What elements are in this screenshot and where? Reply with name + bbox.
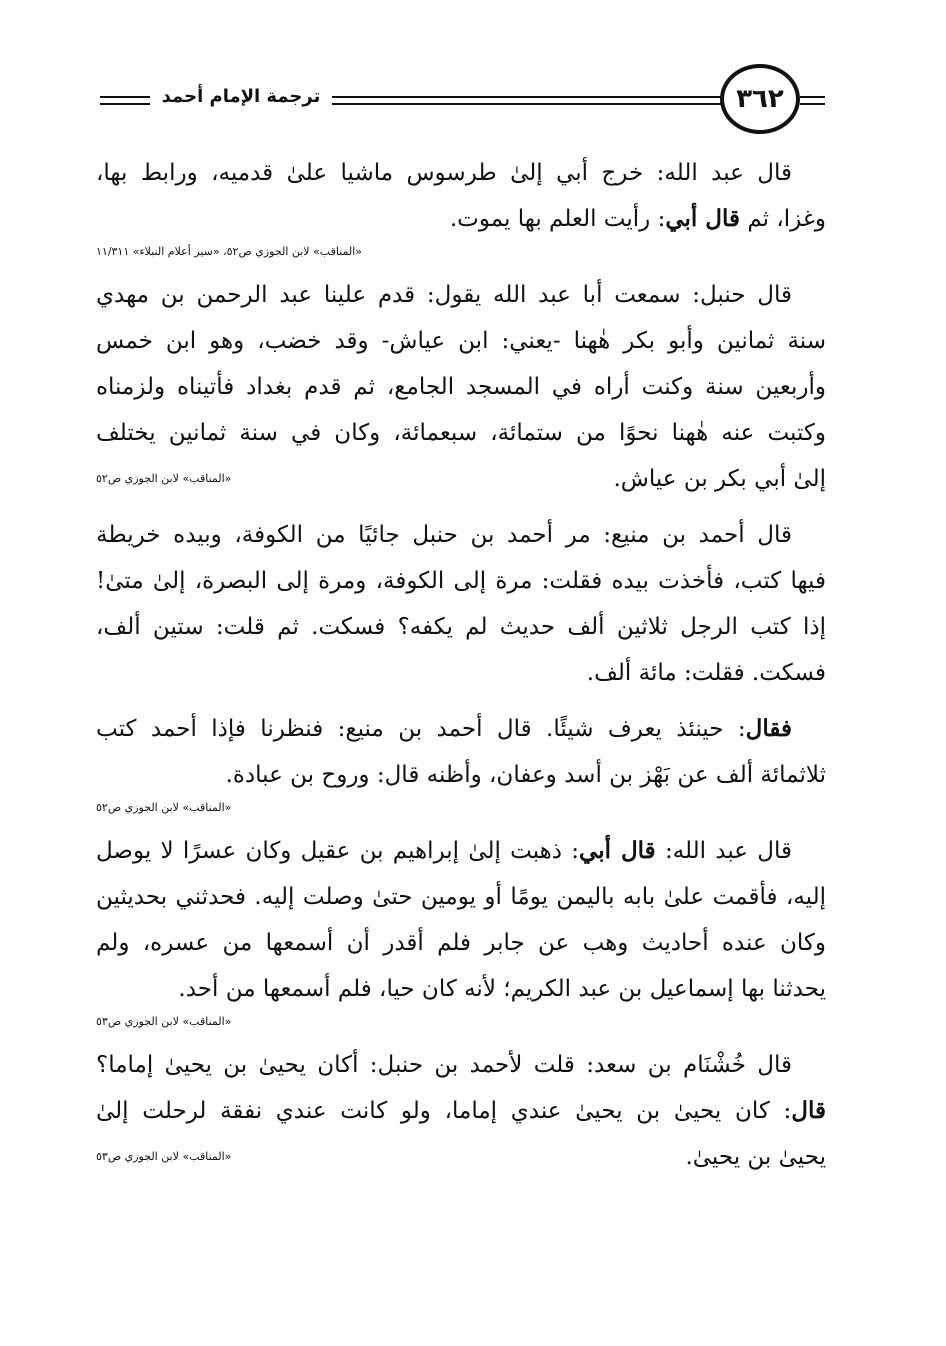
- text-line: [96, 920, 826, 966]
- text-line: [96, 196, 826, 242]
- paragraph: [96, 272, 826, 502]
- source-citation: «المناقب» لابن الجوزي ص٥٢، «سير أعلام النبلاء» ١١/٣١١: [96, 245, 363, 258]
- text-segment: : حينئذ يعرف شيئًا. قال أحمد بن منيع: فنظرنا فإذا أحمد كتب: [96, 716, 746, 742]
- text-segment: وكان عنده أحاديث وهب عن جابر فلم أقدر أن أسمعها من عسره، ولم: [96, 930, 826, 956]
- text-line: [96, 410, 826, 456]
- text-line: [96, 706, 826, 752]
- paragraph-gap: [96, 262, 826, 272]
- text-segment: : كان يحيىٰ بن يحيىٰ عندي إماما، ولو كانت عندي نفقة لرحلت إلىٰ: [96, 1098, 792, 1124]
- text-segment: وأربعين سنة وكنت أراه في المسجد الجامع، ثم قدم بغداد فأتيناه ولزمناه: [96, 374, 826, 400]
- header-rule-middle: [332, 96, 736, 105]
- text-segment: إليه، فأقمت علىٰ بابه باليمن يومًا أو يومين حتىٰ وصلت إليه. فحدثني بحديثين: [96, 884, 826, 910]
- text-line: [96, 1042, 826, 1088]
- text-segment: يحدثنا بها إسماعيل بن عبد الكريم؛ لأنه كان حيا، فلم أسمعها من أحد.: [178, 976, 826, 1002]
- text-line: [96, 272, 826, 318]
- text-segment: قال خُشْنَام بن سعد: قلت لأحمد بن حنبل: أكان يحيىٰ بن يحيىٰ إماما؟: [96, 1052, 792, 1078]
- page-header: [100, 64, 825, 134]
- paragraph: [96, 150, 826, 262]
- source-citation: «المناقب» لابن الجوزي ص٥٣: [96, 1015, 232, 1028]
- text-segment: وكتبت عنه هٰهنا نحوًا من ستمائة، سبعمائة، وكان في سنة ثمانين يختلف: [96, 420, 826, 446]
- paragraph-gap: [96, 1180, 826, 1190]
- text-segment: ثلاثمائة ألف عن بَهْز بن أسد وعفان، وأظنه قال: وروح بن عبادة.: [225, 762, 826, 788]
- page-number: ٣٦٢: [720, 64, 800, 134]
- text-segment: وغزا، ثم: [740, 206, 826, 232]
- text-line: [96, 1088, 826, 1134]
- text-segment: فسكت. فقلت: مائة ألف.: [586, 660, 826, 686]
- paragraph-gap: [96, 818, 826, 828]
- text-segment: قال حنبل: سمعت أبا عبد الله يقول: قدم علينا عبد الرحمن بن مهدي: [96, 282, 792, 308]
- text-line: [96, 456, 826, 502]
- source-citation: «المناقب» لابن الجوزي ص٥٢: [96, 472, 232, 485]
- text-segment: : ذهبت إلىٰ إبراهيم بن عقيل وكان عسرًا لا يوصل: [96, 838, 580, 864]
- text-line: [96, 150, 826, 196]
- text-segment: إذا كتب الرجل ثلاثين ألف حديث لم يكفه؟ فسكت. ثم قلت: ستين ألف،: [96, 614, 826, 640]
- text-line: [96, 1134, 826, 1180]
- header-rule-right: [800, 96, 825, 105]
- text-segment: : رأيت العلم بها يموت.: [449, 206, 666, 232]
- text-line: [96, 752, 826, 798]
- text-segment: فيها كتب، فأخذت بيده فقلت: مرة إلى الكوفة، ومرة إلى البصرة، إلىٰ متىٰ!: [96, 568, 826, 594]
- paragraph: [96, 706, 826, 818]
- paragraph-gap: [96, 1032, 826, 1042]
- bold-text: قال أبي: [579, 837, 656, 864]
- text-line: [96, 874, 826, 920]
- bold-text: قال أبي: [665, 205, 741, 232]
- paragraph: [96, 828, 826, 1032]
- paragraph-gap: [96, 502, 826, 512]
- text-line: [96, 966, 826, 1012]
- paragraph-gap: [96, 696, 826, 706]
- bold-text: قال: [791, 1097, 826, 1124]
- text-segment: يحيىٰ بن يحيىٰ.: [685, 1144, 826, 1170]
- text-segment: سنة ثمانين وأبو بكر هٰهنا -يعني: ابن عياش- وقد خضب، وهو ابن خمس: [96, 328, 826, 354]
- text-line: [96, 558, 826, 604]
- text-line: [96, 828, 826, 874]
- text-line: [96, 604, 826, 650]
- running-title: ترجمة الإمام أحمد: [161, 86, 321, 107]
- text-line: [96, 364, 826, 410]
- bold-text: فقال: [745, 715, 792, 742]
- paragraph: [96, 1042, 826, 1180]
- text-segment: قال عبد الله:: [655, 838, 793, 864]
- text-segment: إلىٰ أبي بكر بن عياش.: [613, 466, 826, 492]
- main-text: [96, 150, 826, 1190]
- source-citation: «المناقب» لابن الجوزي ص٥٣: [96, 1150, 232, 1163]
- paragraph: [96, 512, 826, 696]
- text-segment: قال أحمد بن منيع: مر أحمد بن حنبل جائيًا من الكوفة، وبيده خريطة: [96, 522, 792, 548]
- header-rule-left: [100, 96, 150, 105]
- text-line: [96, 512, 826, 558]
- source-citation: «المناقب» لابن الجوزي ص٥٢: [96, 801, 232, 814]
- text-line: [96, 650, 826, 696]
- text-segment: قال عبد الله: خرج أبي إلىٰ طرسوس ماشيا علىٰ قدميه، ورابط بها،: [96, 160, 792, 186]
- text-line: [96, 318, 826, 364]
